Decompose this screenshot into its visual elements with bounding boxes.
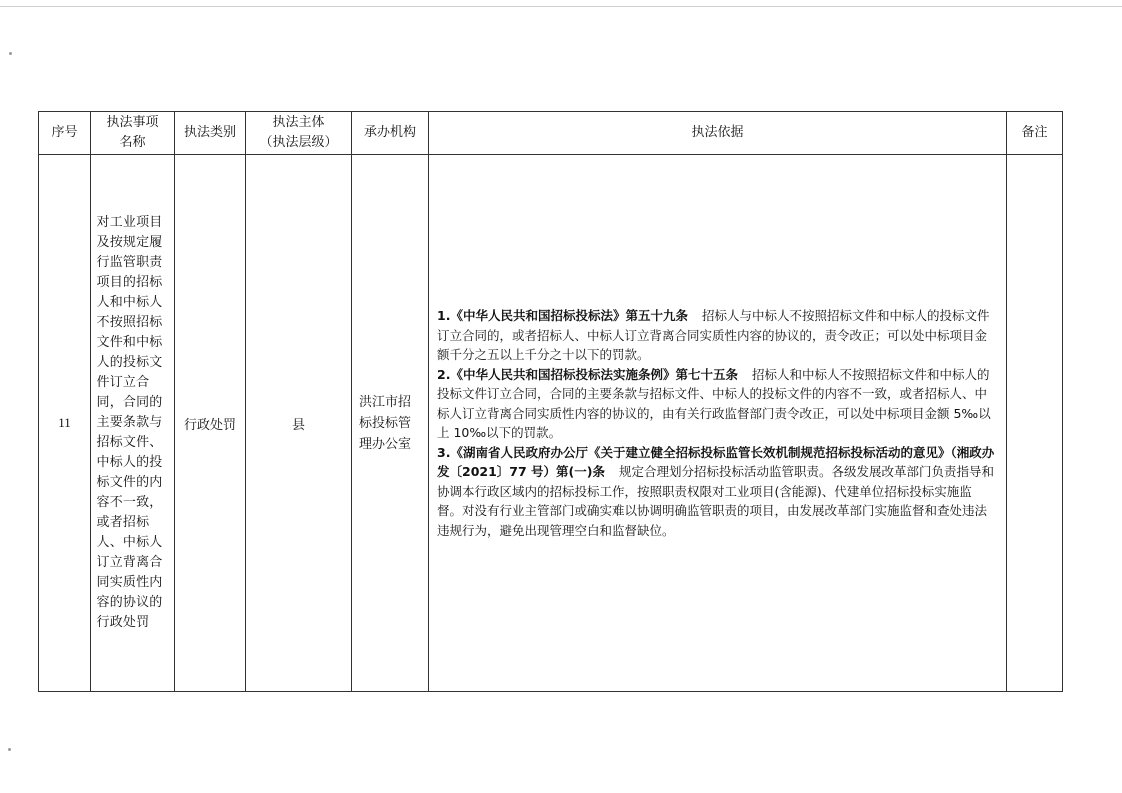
cell-subject: 县	[246, 155, 352, 692]
header-category: 执法类别	[175, 112, 246, 155]
basis-item-3-title: 3.《湖南省人民政府办公厅《关于建立健全招标投标监管长效机制规范招标投标活动的意见》（湘政办发〔2021〕77 号）第(一)条	[437, 444, 995, 479]
basis-item-3-text: 规定合理划分招标投标活动监管职责。各级发展改革部门负责指导和协调本行政区域内的招标投标工作，按照职责权限对工业项目(含能源)、代建单位招标投标实施监督。对没有行业主管部门或确实难以协调明确监管职责的项目，由发展改革部门实施监督和查处违法违规行为，避免出现管理空白和监督缺位。	[437, 464, 994, 538]
item-name-text: 对工业项目及按规定履行监管职责项目的招标人和中标人不按照招标文件和中标人的投标文件订立合同，合同的主要条款与招标文件、中标人的投标文件的内容不一致，或者招标人、中标人订立背离合同实质性内容的协议的行政处罚	[96, 215, 163, 630]
header-basis: 执法依据	[429, 112, 1007, 155]
cell-org	[352, 155, 429, 692]
cell-category: 行政处罚	[175, 155, 246, 692]
cell-seq: 11	[39, 155, 91, 692]
enforcement-items-table	[38, 111, 1063, 692]
header-remark: 备注	[1007, 112, 1063, 155]
basis-item-1-text: 招标人与中标人不按照招标文件和中标人的投标文件订立合同的，或者招标人、中标人订立背离合同实质性内容的协议的，责令改正；可以处中标项目金额千分之五以上千分之十以下的罚款。	[437, 308, 990, 362]
header-subject-line1: 执法主体	[272, 115, 325, 130]
header-item-name-line1: 执法事项	[106, 115, 159, 130]
basis-item-1-title: 1.《中华人民共和国招标投标法》第五十九条	[437, 308, 688, 323]
basis-item-1	[437, 306, 996, 365]
header-item-name	[91, 112, 175, 155]
table-header	[39, 112, 1063, 155]
scan-speck	[9, 52, 12, 55]
table-row	[39, 155, 1063, 692]
basis-item-2	[437, 365, 996, 443]
cell-remark	[1007, 155, 1063, 692]
basis-item-2-title: 2.《中华人民共和国招标投标法实施条例》第七十五条	[437, 366, 738, 382]
header-org: 承办机构	[352, 112, 429, 155]
table-header-row	[39, 112, 1063, 155]
header-subject	[246, 112, 352, 155]
table-body	[39, 155, 1063, 692]
scan-speck	[8, 748, 11, 751]
basis-item-3	[437, 443, 996, 541]
org-text: 洪江市招标投标管理办公室	[359, 394, 412, 452]
scan-top-edge-line	[0, 6, 1122, 7]
cell-item-name	[91, 155, 175, 692]
cell-basis	[429, 155, 1007, 692]
header-subject-line2: （执法层级）	[259, 135, 338, 150]
header-seq: 序号	[39, 112, 91, 155]
basis-item-2-text: 招标人和中标人不按照招标文件和中标人的投标文件订立合同，合同的主要条款与招标文件、中标人的投标文件的内容不一致，或者招标人、中标人订立背离合同实质性内容的协议的，由有关行政监督部门责令改正，可以处中标项目金额 5‰以上 10‰以下的罚款。	[437, 366, 991, 440]
header-item-name-line2: 名称	[119, 135, 146, 150]
